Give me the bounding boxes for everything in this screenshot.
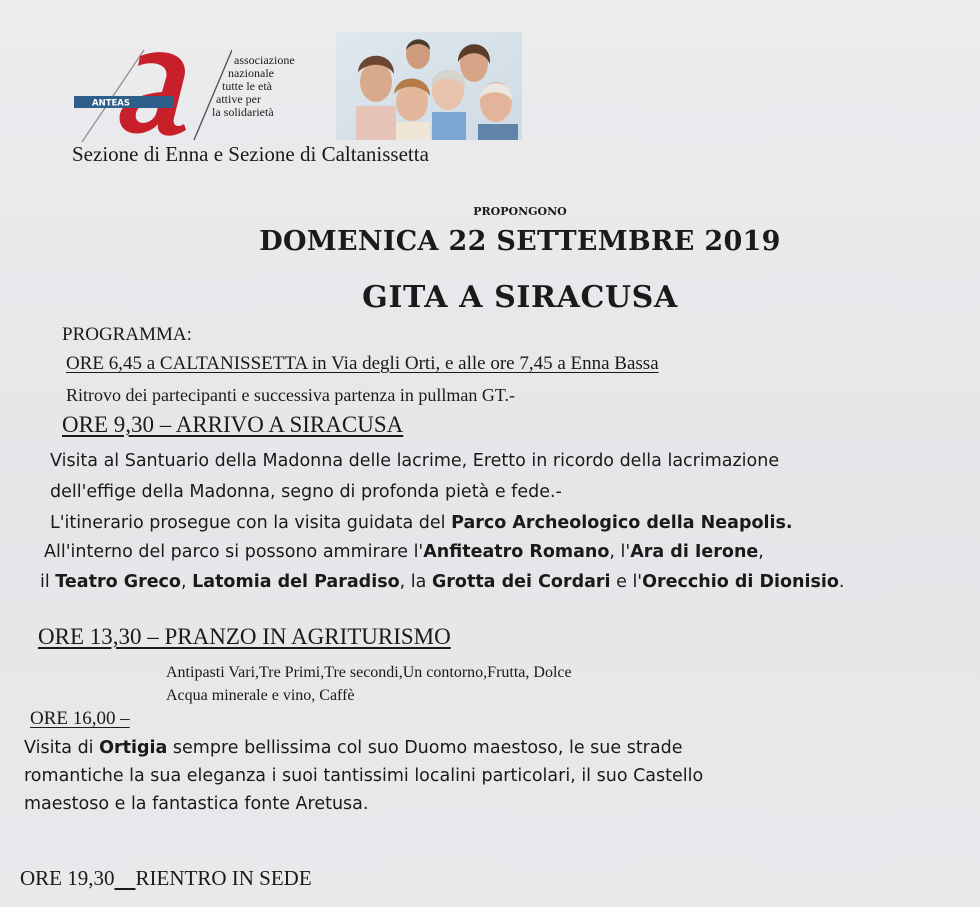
text-run: , <box>758 542 764 562</box>
schedule-time-1: ORE 6,45 a CALTANISSETTA in Via degli Orti, e alle ore 7,45 a Enna Bassa <box>66 353 659 374</box>
highlight-latomia: Latomia del Paradiso <box>192 572 400 592</box>
text-run: , la <box>399 572 432 592</box>
highlight-ortigia: Ortigia <box>99 738 168 758</box>
schedule-desc-2-line-2: dell'effige della Madonna, segno di profonda pietà e fede.- <box>50 482 562 502</box>
text-run: All'interno del parco si possono ammirare l' <box>44 542 424 562</box>
highlight-anfiteatro: Anfiteatro Romano <box>423 542 610 562</box>
highlight-grotta: Grotta dei Cordari <box>431 572 611 592</box>
highlight-teatro: Teatro Greco <box>55 572 181 592</box>
text-run: , l' <box>609 542 631 562</box>
anteas-logo <box>72 44 232 142</box>
highlight-neapolis: Parco Archeologico della Neapolis. <box>451 513 793 533</box>
text-run: sempre bellissima col suo Duomo maestoso, le sue strade <box>167 738 683 758</box>
schedule-desc-4-line-3: maestoso e la fantastica fonte Aretusa. <box>24 794 369 814</box>
schedule-time-4: ORE 16,00 – <box>30 708 130 729</box>
schedule-desc-2-line-4 <box>44 542 764 562</box>
trip-title: GITA A SIRACUSA <box>362 280 678 315</box>
event-date-title: DOMENICA 22 SETTEMBRE 2019 <box>259 226 781 257</box>
schedule-desc-2-line-1: Visita al Santuario della Madonna delle lacrime, Eretto in ricordo della lacrimazione <box>50 451 780 471</box>
assoc-line-1: associazione <box>234 53 295 67</box>
programma-label: PROGRAMMA: <box>62 324 192 345</box>
propongono-label: PROPONGONO <box>473 205 567 218</box>
schedule-desc-4-line-2: romantiche la sua eleganza i suoi tantissimi localini particolari, il suo Castello <box>24 766 704 786</box>
schedule-desc-4-line-1 <box>24 738 682 758</box>
assoc-line-2: nazionale <box>228 66 274 80</box>
schedule-desc-2-line-5 <box>40 572 844 592</box>
assoc-line-5: la solidarietà <box>212 105 274 119</box>
schedule-desc-2-line-3 <box>50 513 793 533</box>
assoc-line-4: attive per <box>216 92 261 106</box>
highlight-orecchio: Orecchio di Dionisio <box>642 572 839 592</box>
schedule-time-2: ORE 9,30 – ARRIVO A SIRACUSA <box>62 412 404 437</box>
schedule-time-5 <box>20 866 312 891</box>
schedule-desc-3-line-1: Antipasti Vari,Tre Primi,Tre secondi,Un contorno,Frutta, Dolce <box>166 664 572 681</box>
text-run: il <box>40 572 56 592</box>
schedule-time-5-label: RIENTRO IN SEDE <box>135 866 312 890</box>
text-run: Visita di <box>24 738 100 758</box>
family-photo <box>336 32 522 140</box>
text-run: L'itinerario prosegue con la visita guidata del <box>50 513 452 533</box>
text-run: , <box>180 572 193 592</box>
sezione-text: Sezione di Enna e Sezione di Caltanissetta <box>72 142 429 166</box>
schedule-desc-1: Ritrovo dei partecipanti e successiva partenza in pullman GT.- <box>66 385 516 405</box>
assoc-line-3: tutte le età <box>222 79 272 93</box>
text-run: . <box>838 572 845 592</box>
highlight-ara: Ara di Ierone <box>630 542 759 562</box>
schedule-time-5-hour: ORE 19,30 <box>20 866 115 890</box>
association-text <box>212 54 295 119</box>
text-run: e l' <box>610 572 643 592</box>
schedule-time-3: ORE 13,30 – PRANZO IN AGRITURISMO <box>38 624 451 649</box>
schedule-desc-3-line-2: Acqua minerale e vino, Caffè <box>166 687 355 704</box>
logo-label: ANTEAS <box>92 98 130 109</box>
